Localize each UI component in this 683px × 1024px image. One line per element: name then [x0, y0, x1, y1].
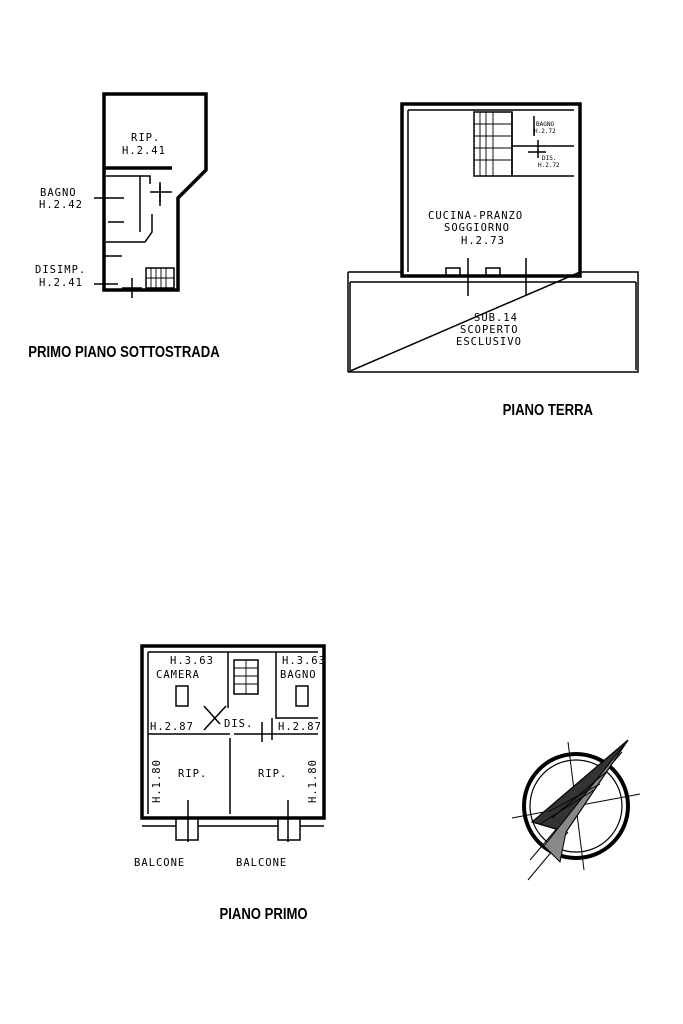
first-floor-title: PIANO PRIMO: [219, 905, 308, 924]
basement-bagno-height: H.2.42: [39, 199, 83, 211]
ground-floor-title: PIANO TERRA: [502, 401, 594, 420]
first-rip-left-label: RIP.: [178, 768, 208, 780]
first-camera-height: H.3.63: [170, 655, 214, 667]
ground-dis-label: DIS.: [542, 155, 557, 162]
basement-bagno-walls: [106, 176, 160, 242]
ground-living-label: SOGGIORNO: [444, 222, 510, 234]
ground-stairs-treads: [474, 112, 512, 176]
ground-outdoor-note: ESCLUSIVO: [456, 336, 522, 348]
first-bagno-height: H.3.63: [282, 655, 326, 667]
ground-kitchen-label: CUCINA-PRANZO: [428, 210, 524, 222]
first-camera-window: [176, 686, 188, 706]
ground-bagno-height: H.2.72: [534, 128, 556, 135]
first-camera-label: CAMERA: [156, 669, 200, 681]
ground-dis-height: H.2.72: [538, 162, 560, 169]
basement-rip-height: H.2.41: [122, 145, 166, 157]
first-floor-plan: [134, 646, 326, 923]
first-dis-label: DIS.: [224, 718, 254, 730]
first-bagno-label: BAGNO: [280, 669, 317, 681]
basement-floor-plan: [28, 94, 220, 361]
basement-rip-label: RIP.: [131, 132, 161, 144]
first-stairs-treads: [234, 660, 258, 694]
north-arrow-icon: [512, 740, 640, 880]
ground-outdoor-sub: SUB.14: [474, 312, 518, 324]
first-left-height: H.2.87: [150, 721, 194, 733]
first-balcony-left: [176, 818, 198, 840]
basement-bagno-label: BAGNO: [40, 187, 77, 199]
first-rip-right-label: RIP.: [258, 768, 288, 780]
ground-outdoor-name: SCOPERTO: [460, 324, 519, 336]
first-balcone-left-label: BALCONE: [134, 857, 186, 869]
basement-stairs-treads: [146, 268, 174, 288]
first-right-height: H.2.87: [278, 721, 322, 733]
first-bagno-window: [296, 686, 308, 706]
first-balcony-right: [278, 818, 300, 840]
basement-disimp-height: H.2.41: [39, 277, 83, 289]
ground-bagno-label: BAGNO: [536, 121, 555, 128]
ground-kitchen-height: H.2.73: [461, 235, 505, 247]
first-balcone-right-label: BALCONE: [236, 857, 288, 869]
first-rip-right-height: H.1.80: [307, 759, 319, 803]
first-rip-left-height: H.1.80: [151, 759, 163, 803]
basement-disimp-label: DISIMP.: [35, 264, 87, 276]
ground-floor-plan: [348, 104, 638, 419]
basement-floor-title: PRIMO PIANO SOTTOSTRADA: [28, 343, 220, 362]
